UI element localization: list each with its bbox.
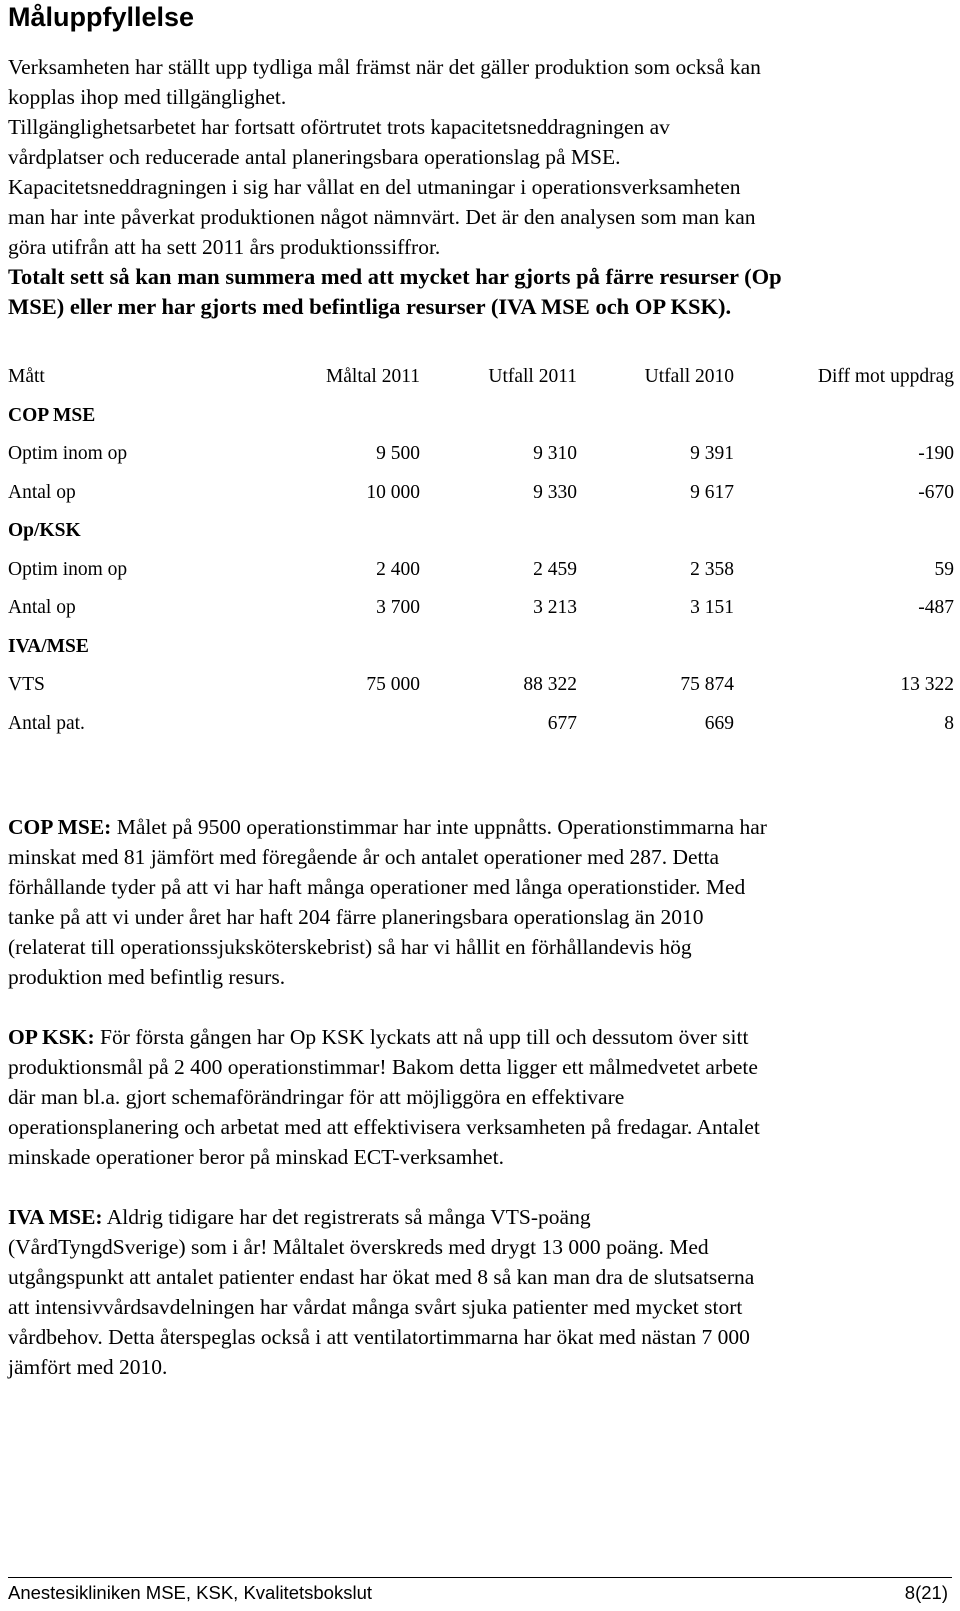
table-row bbox=[8, 705, 954, 744]
table-cell: 9 330 bbox=[533, 481, 577, 503]
intro-line: vårdplatser och reducerade antal planeringsbara operationslag på MSE. bbox=[8, 145, 621, 169]
table-cell: 9 391 bbox=[690, 443, 734, 465]
paragraph-text: För första gången har Op KSK lyckats att nå upp till och dessutom över sitt bbox=[94, 1025, 749, 1049]
group-label: Op/KSK bbox=[8, 520, 81, 542]
paragraph-line: tanke på att vi under året har haft 204 färre planeringsbara operationslag än 2010 bbox=[8, 905, 704, 929]
column-header: Diff mot uppdrag bbox=[817, 366, 954, 388]
table-cell: Antal op bbox=[8, 481, 76, 503]
paragraph-text: Aldrig tidigare har det registrerats så många VTS-poäng bbox=[102, 1205, 591, 1229]
table-cell: 88 322 bbox=[523, 674, 577, 696]
table-group-row bbox=[8, 628, 954, 667]
column-header: Utfall 2010 bbox=[644, 366, 734, 388]
paragraph-label: IVA MSE: bbox=[8, 1205, 103, 1229]
paragraph-line: operationsplanering och arbetat med att effektivisera verksamheten på fredagar. Antalet bbox=[8, 1115, 760, 1139]
iva-mse-paragraph bbox=[8, 1202, 953, 1382]
table-cell: 59 bbox=[934, 558, 954, 580]
paragraph-line bbox=[8, 1022, 953, 1052]
table-cell: 3 700 bbox=[376, 597, 420, 619]
paragraph-text: Målet på 9500 operationstimmar har inte uppnåtts. Operationstimmarna har bbox=[111, 815, 767, 839]
paragraph-line: minskat med 81 jämfört med föregående år och antalet operationer med 287. Detta bbox=[8, 845, 720, 869]
footer-title: Anestesikliniken MSE, KSK, Kvalitetsbokslut bbox=[8, 1582, 372, 1603]
page-footer bbox=[8, 1577, 952, 1606]
table-cell: 13 322 bbox=[900, 674, 954, 696]
intro-line: man har inte påverkat produktionen något nämnvärt. Det är den analysen som man kan bbox=[8, 205, 756, 229]
paragraph-line: där man bl.a. gjort schemaförändringar för att möjliggöra en effektivare bbox=[8, 1085, 625, 1109]
paragraph-label: OP KSK: bbox=[8, 1025, 95, 1049]
table-cell: Antal op bbox=[8, 597, 76, 619]
table-row bbox=[8, 551, 954, 590]
table-cell: -670 bbox=[918, 481, 954, 503]
table-cell: Optim inom op bbox=[8, 558, 128, 580]
table-row bbox=[8, 666, 954, 705]
intro-line: Kapacitetsneddragningen i sig har vållat en del utmaningar i operationsverksamheten bbox=[8, 175, 741, 199]
column-header: Mått bbox=[8, 366, 45, 388]
paragraph-line bbox=[8, 812, 953, 842]
table-cell: 8 bbox=[944, 712, 954, 734]
table-cell: 75 874 bbox=[680, 674, 734, 696]
paragraph-line: produktion med befintlig resurs. bbox=[8, 965, 286, 989]
intro-line: kopplas ihop med tillgänglighet. bbox=[8, 85, 287, 109]
paragraph-line: förhållande tyder på att vi har haft många operationer med långa operationstider. Med bbox=[8, 875, 746, 899]
paragraph-label: COP MSE: bbox=[8, 815, 112, 839]
table-cell: 2 400 bbox=[376, 558, 420, 580]
paragraph-line: (relaterat till operationssjuksköterskebrist) så har vi hållit en förhållandevis hög bbox=[8, 935, 692, 959]
table-cell: 9 617 bbox=[690, 481, 734, 503]
cop-mse-paragraph bbox=[8, 812, 953, 992]
table-cell: 75 000 bbox=[366, 674, 420, 696]
table-cell: 10 000 bbox=[366, 481, 420, 503]
intro-summary-line: MSE) eller mer har gjorts med befintliga resurser (IVA MSE och OP KSK). bbox=[8, 294, 732, 319]
table-cell: 669 bbox=[704, 712, 734, 734]
paragraph-line: utgångspunkt att antalet patienter endast har ökat med 8 så kan man dra de slutsatserna bbox=[8, 1265, 755, 1289]
column-header: Måltal 2011 bbox=[325, 366, 420, 388]
table-cell: 2 358 bbox=[690, 558, 734, 580]
page-number: 8(21) bbox=[904, 1582, 948, 1603]
intro-line: göra utifrån att ha sett 2011 års produktionssiffror. bbox=[8, 235, 441, 259]
table-cell: 677 bbox=[547, 712, 577, 734]
table-cell: -487 bbox=[918, 597, 954, 619]
table-cell: VTS bbox=[8, 674, 45, 696]
table-cell: 3 151 bbox=[690, 597, 734, 619]
metrics-table bbox=[8, 358, 954, 743]
table-group-row bbox=[8, 397, 954, 436]
table-group-row bbox=[8, 512, 954, 551]
page-heading: Måluppfyllelse bbox=[8, 2, 195, 32]
column-header: Utfall 2011 bbox=[488, 366, 577, 388]
table-row bbox=[8, 589, 954, 628]
paragraph-line bbox=[8, 1202, 953, 1232]
table-cell: 9 310 bbox=[533, 443, 577, 465]
table-cell bbox=[240, 705, 420, 744]
table-cell: 9 500 bbox=[376, 443, 420, 465]
group-label: IVA/MSE bbox=[8, 635, 89, 657]
table-row bbox=[8, 435, 954, 474]
intro-line: Tillgänglighetsarbetet har fortsatt oförtrutet trots kapacitetsneddragningen av bbox=[8, 115, 670, 139]
table-cell: Antal pat. bbox=[8, 712, 85, 734]
paragraph-line: (VårdTyngdSverige) som i år! Måltalet överskreds med drygt 13 000 poäng. Med bbox=[8, 1235, 709, 1259]
paragraph-line: vårdbehov. Detta återspeglas också i att ventilatortimmarna har ökat med nästan 7 000 bbox=[8, 1325, 750, 1349]
paragraph-line: jämfört med 2010. bbox=[8, 1355, 168, 1379]
table-cell: -190 bbox=[918, 443, 954, 465]
paragraph-line: minskade operationer beror på minskad ECT-verksamhet. bbox=[8, 1145, 504, 1169]
table-header-row bbox=[8, 358, 954, 397]
table-cell: 2 459 bbox=[533, 558, 577, 580]
table-cell: Optim inom op bbox=[8, 443, 128, 465]
group-label: COP MSE bbox=[8, 404, 96, 426]
table-cell: 3 213 bbox=[533, 597, 577, 619]
paragraph-line: produktionsmål på 2 400 operationstimmar! Bakom detta ligger ett målmedvetet arbete bbox=[8, 1055, 758, 1079]
table-row bbox=[8, 474, 954, 513]
intro-line: Verksamheten har ställt upp tydliga mål främst när det gäller produktion som också kan bbox=[8, 55, 761, 79]
op-ksk-paragraph bbox=[8, 1022, 953, 1172]
intro-text bbox=[8, 52, 953, 322]
paragraph-line: att intensivvårdsavdelningen har vårdat många svårt sjuka patienter med mycket stort bbox=[8, 1295, 743, 1319]
intro-summary-line: Totalt sett så kan man summera med att mycket har gjorts på färre resurser (Op bbox=[8, 264, 782, 289]
